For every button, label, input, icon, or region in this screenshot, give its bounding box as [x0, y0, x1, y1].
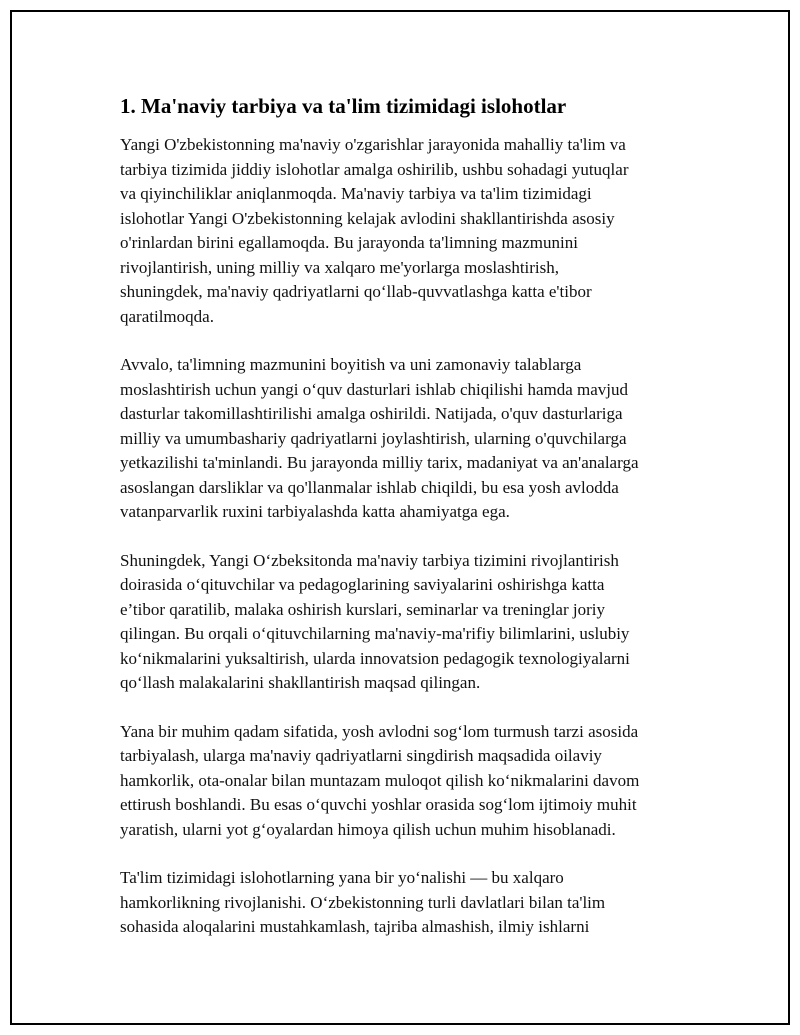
paragraph-line: ko‘nikmalarini yuksaltirish, ularda innovatsion pedagogik texnologiyalarni: [120, 648, 630, 668]
paragraph-line: qilingan. Bu orqali o‘qituvchilarning ma'naviy-ma'rifiy bilimlarini, uslubiy: [120, 624, 630, 643]
paragraph-line: shuningdek, ma'naviy qadriyatlarni qo‘llab-quvvatlashga katta e'tibor: [120, 282, 592, 301]
paragraph-3: [120, 549, 690, 696]
paragraph-line: tarbiya tizimida jiddiy islohotlar amalga oshirilib, ushbu sohadagi yutuqlar: [120, 159, 629, 179]
paragraph-line: moslashtirish uchun yangi o‘quv dasturlari ishlab chiqilishi hamda mavjud: [120, 379, 629, 399]
paragraph-line: ettirush boshlandi. Bu esas o‘quvchi yoshlar orasida sog‘lom ijtimoiy muhit: [120, 795, 637, 814]
paragraph-1: [120, 133, 690, 329]
paragraph-line: asoslangan darsliklar va qo'llanmalar ishlab chiqildi, bu esa yosh avlodda: [120, 477, 619, 497]
paragraph-line: doirasida o‘qituvchilar va pedagoglarining saviyalarini oshirishga katta: [120, 575, 605, 594]
paragraph-line: Yangi O'zbekistonning ma'naviy o'zgarishlar jarayonida mahalliy ta'lim va: [120, 135, 626, 154]
paragraph-line: va qiyinchiliklar aniqlanmoqda. Ma'naviy tarbiya va ta'lim tizimidagi: [120, 184, 592, 203]
paragraph-line: Shuningdek, Yangi O‘zbeksitonda ma'naviy tarbiya tizimini rivojlantirish: [120, 550, 619, 570]
paragraph-line: rivojlantirish, uning milliy va xalqaro me'yorlarga moslashtirish,: [120, 257, 560, 277]
document-page: [10, 10, 790, 1025]
paragraph-line: dasturlar takomillashtirilishi amalga oshirildi. Natijada, o'quv dasturlariga: [120, 404, 623, 423]
paragraph-line: o'rinlardan birini egallamoqda. Bu jarayonda ta'limning mazmunini: [120, 233, 578, 252]
paragraph-line: tarbiyalash, ularga ma'naviy qadriyatlarni singdirish maqsadida oilaviy: [120, 746, 602, 765]
paragraph-line: qo‘llash malakalarini shakllantirish maqsad qilingan.: [120, 673, 481, 692]
paragraph-line: Avvalo, ta'limning mazmunini boyitish va uni zamonaviy talablarga: [120, 355, 582, 374]
paragraph-line: Ta'lim tizimidagi islohotlarning yana bir yo‘nalishi — bu xalqaro: [120, 868, 564, 887]
paragraph-line: vatanparvarlik ruxini tarbiyalashda katta ahamiyatga ega.: [120, 502, 510, 521]
paragraph-line: sohasida aloqalarini mustahkamlash, tajriba almashish, ilmiy ishlarni: [120, 917, 590, 936]
paragraph-line: hamkorlikning rivojlanishi. O‘zbekistonning turli davlatlari bilan ta'lim: [120, 892, 606, 912]
paragraph-line: e’tibor qaratilib, malaka oshirish kurslari, seminarlar va treninglar joriy: [120, 599, 605, 619]
section-title: 1. Ma'naviy tarbiya va ta'lim tizimidagi islohotlar: [120, 94, 567, 118]
paragraph-4: [120, 720, 690, 843]
document-content: [120, 92, 690, 964]
paragraph-5: [120, 866, 690, 940]
paragraph-2: [120, 353, 690, 525]
paragraph-line: yetkazilishi ta'minlandi. Bu jarayonda milliy tarix, madaniyat va an'analarga: [120, 453, 639, 472]
paragraph-line: yaratish, ularni yot g‘oyalardan himoya qilish uchun muhim hisoblanadi.: [120, 819, 616, 839]
paragraph-line: milliy va umumbashariy qadriyatlarni joylashtirish, ularning o'quvchilarga: [120, 428, 627, 448]
paragraph-line: Yana bir muhim qadam sifatida, yosh avlodni sog‘lom turmush tarzi asosida: [120, 721, 639, 741]
paragraph-line: hamkorlik, ota-onalar bilan muntazam muloqot qilish ko‘nikmalarini davom: [120, 770, 640, 790]
paragraph-line: islohotlar Yangi O'zbekistonning kelajak avlodini shakllantirishda asosiy: [120, 208, 615, 228]
paragraph-line: qaratilmoqda.: [120, 306, 214, 326]
